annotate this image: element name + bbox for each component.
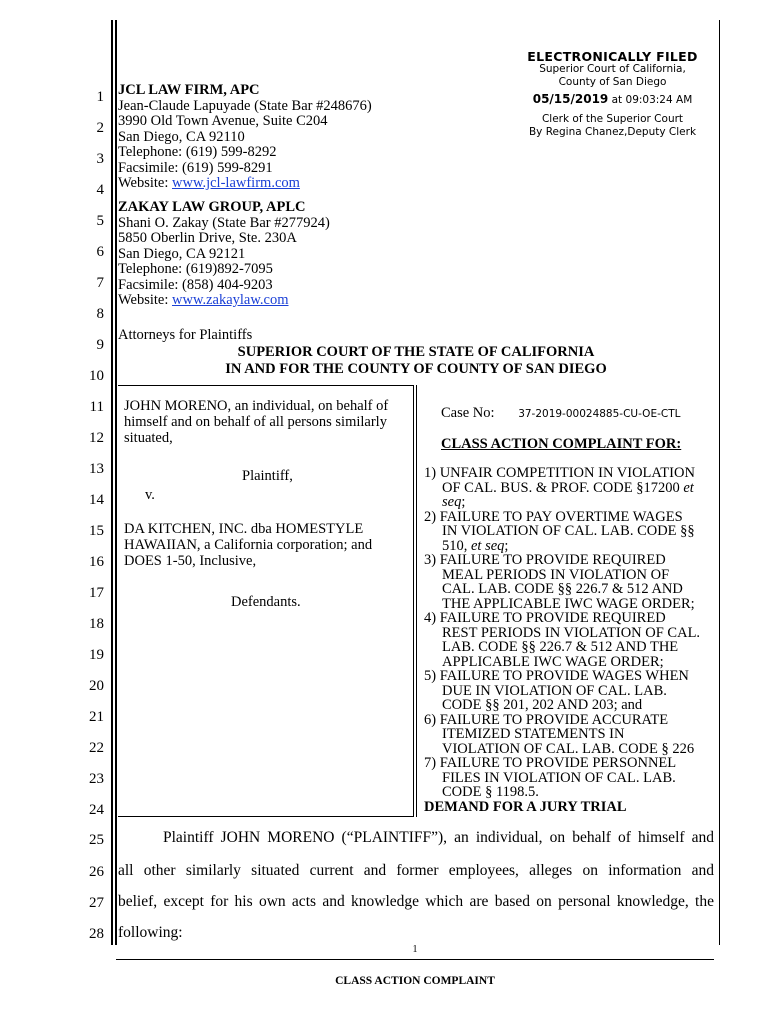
versus: v. — [145, 487, 155, 503]
website-label: Website: — [118, 175, 172, 191]
firm-telephone: Telephone: (619) 599-8292 — [118, 144, 277, 160]
website-label: Website: — [118, 292, 172, 308]
caption-defendants — [124, 521, 409, 569]
firm-telephone: Telephone: (619)892-7095 — [118, 261, 273, 277]
firm-website-line — [118, 176, 372, 192]
plaintiff-line-1: JOHN MORENO, an individual, on behalf of — [124, 398, 389, 414]
plaintiff-label: Plaintiff, — [242, 468, 293, 484]
line-number: 22 — [89, 740, 104, 756]
line-number: 15 — [89, 523, 104, 539]
body-line-2: all other similarly situated current and former employees, alleges on information and — [118, 862, 714, 879]
line-number: 10 — [89, 368, 104, 384]
firm-website-link[interactable]: www.jcl-lawfirm.com — [172, 175, 300, 191]
line-number: 28 — [89, 926, 104, 942]
stamp-title: ELECTRONICALLY FILED — [527, 49, 698, 64]
line-number: 4 — [96, 182, 104, 198]
stamp-time: at 09:03:24 AM — [611, 94, 693, 106]
plaintiff-line-2: himself and on behalf of all persons similarly — [124, 414, 387, 430]
jury-demand: DEMAND FOR A JURY TRIAL — [424, 798, 627, 815]
left-margin-double-line-2 — [115, 20, 117, 945]
line-number: 19 — [89, 647, 104, 663]
caption-vertical-rule-2 — [416, 385, 417, 817]
firm-address-line-2: San Diego, CA 92121 — [118, 245, 246, 262]
filing-stamp — [510, 50, 715, 139]
caption-vertical-rule-1 — [413, 385, 414, 817]
stamp-court-line-1: Superior Court of California, — [539, 63, 686, 75]
line-number: 8 — [96, 306, 104, 322]
claims-list — [424, 466, 716, 814]
defendant-label: Defendants. — [231, 594, 301, 610]
claim-1: 1) UNFAIR COMPETITION IN VIOLATION OF CAL. BUS. & PROF. CODE §17200 et seq; — [424, 465, 695, 510]
line-number: 1 — [96, 89, 104, 105]
line-number: 18 — [89, 616, 104, 632]
court-title-line-1: SUPERIOR COURT OF THE STATE OF CALIFORNIA — [237, 344, 595, 360]
firm-website-link[interactable]: www.zakaylaw.com — [172, 292, 289, 308]
line-number: 11 — [89, 399, 104, 415]
firm-address-line-2: San Diego, CA 92110 — [118, 128, 245, 145]
plaintiff-line-3: situated, — [124, 430, 173, 446]
line-number: 7 — [96, 275, 104, 291]
firm-block-2 — [118, 200, 330, 309]
attorney-name: Shani O. Zakay (State Bar #277924) — [118, 214, 330, 231]
page-number: 1 — [412, 944, 418, 955]
footer-rule — [116, 959, 714, 960]
court-title-line-2: IN AND FOR THE COUNTY OF COUNTY OF SAN DIEGO — [225, 361, 607, 377]
claim-3: 3) FAILURE TO PROVIDE REQUIRED MEAL PERIODS IN VIOLATION OF CAL. LAB. CODE §§ 226.7 & 512 AND THE APPLICABLE IWC WAGE ORDER; — [424, 552, 695, 612]
line-number: 12 — [89, 430, 104, 446]
case-number: 37-2019-00024885-CU-OE-CTL — [518, 408, 681, 420]
claim-2: 2) FAILURE TO PAY OVERTIME WAGES IN VIOLATION OF CAL. LAB. CODE §§ 510, et seq; — [424, 508, 695, 554]
case-number-label: Case No: — [441, 405, 495, 421]
line-number: 27 — [89, 895, 104, 911]
stamp-date: 05/15/2019 — [532, 92, 609, 106]
stamp-date-line — [510, 93, 715, 107]
line-number: 6 — [96, 244, 104, 260]
firm-address-line-1: 3990 Old Town Avenue, Suite C204 — [118, 113, 328, 129]
complaint-title: CLASS ACTION COMPLAINT FOR: — [441, 436, 682, 452]
firm-block-1 — [118, 83, 372, 192]
caption-parties — [124, 398, 409, 446]
line-number: 21 — [89, 709, 104, 725]
body-line-3: belief, except for his own acts and knowledge which are based on personal knowledge, the — [118, 893, 714, 910]
line-number: 17 — [89, 585, 104, 601]
defendant-line-1: DA KITCHEN, INC. dba HOMESTYLE — [124, 521, 364, 537]
claim-7: 7) FAILURE TO PROVIDE PERSONNEL FILES IN VIOLATION OF CAL. LAB. CODE § 1198.5. — [424, 755, 677, 800]
firm-facsimile: Facsimile: (619) 599-8291 — [118, 159, 273, 176]
defendant-line-2: HAWAIIAN, a California corporation; and — [124, 537, 373, 553]
line-number: 20 — [89, 678, 104, 694]
stamp-deputy: By Regina Chanez,Deputy Clerk — [528, 126, 697, 138]
line-number: 5 — [96, 213, 104, 229]
line-number: 23 — [89, 771, 104, 787]
body-line-1: Plaintiff JOHN MORENO (“PLAINTIFF”), an individual, on behalf of himself and — [163, 829, 714, 846]
firm-facsimile: Facsimile: (858) 404-9203 — [118, 276, 273, 293]
body-line-4: following: — [118, 924, 183, 941]
firm-name: ZAKAY LAW GROUP, APLC — [118, 199, 306, 215]
case-number-line — [441, 405, 680, 422]
stamp-court-line-2: County of San Diego — [558, 76, 667, 88]
right-margin-line — [719, 20, 720, 945]
caption-bottom-rule — [118, 816, 414, 817]
line-number: 13 — [89, 461, 104, 477]
caption-top-rule — [118, 385, 414, 386]
footer-title: CLASS ACTION COMPLAINT — [335, 975, 495, 987]
defendant-line-3: DOES 1-50, Inclusive, — [124, 553, 257, 569]
firm-name: JCL LAW FIRM, APC — [118, 82, 260, 98]
line-number: 14 — [89, 492, 104, 508]
line-number: 25 — [89, 832, 104, 848]
line-number: 9 — [96, 337, 104, 353]
line-number: 24 — [89, 802, 104, 818]
firm-website-line — [118, 293, 330, 309]
left-margin-double-line-1 — [111, 20, 113, 945]
stamp-clerk: Clerk of the Superior Court — [541, 113, 684, 125]
claim-5: 5) FAILURE TO PROVIDE WAGES WHEN DUE IN VIOLATION OF CAL. LAB. CODE §§ 201, 202 AND 203; and — [424, 668, 689, 713]
claim-4: 4) FAILURE TO PROVIDE REQUIRED REST PERIODS IN VIOLATION OF CAL. LAB. CODE §§ 226.7 & 512 AND THE APPLICABLE IWC WAGE ORDER; — [424, 610, 701, 670]
firm-address-line-1: 5850 Oberlin Drive, Ste. 230A — [118, 230, 297, 246]
line-number: 16 — [89, 554, 104, 570]
attorneys-for: Attorneys for Plaintiffs — [118, 327, 253, 343]
attorney-name: Jean-Claude Lapuyade (State Bar #248676) — [118, 97, 372, 114]
line-number: 2 — [96, 120, 104, 136]
line-number: 26 — [89, 864, 104, 880]
claim-6: 6) FAILURE TO PROVIDE ACCURATE ITEMIZED STATEMENTS IN VIOLATION OF CAL. LAB. CODE § 226 — [424, 711, 695, 757]
line-number: 3 — [96, 151, 104, 167]
